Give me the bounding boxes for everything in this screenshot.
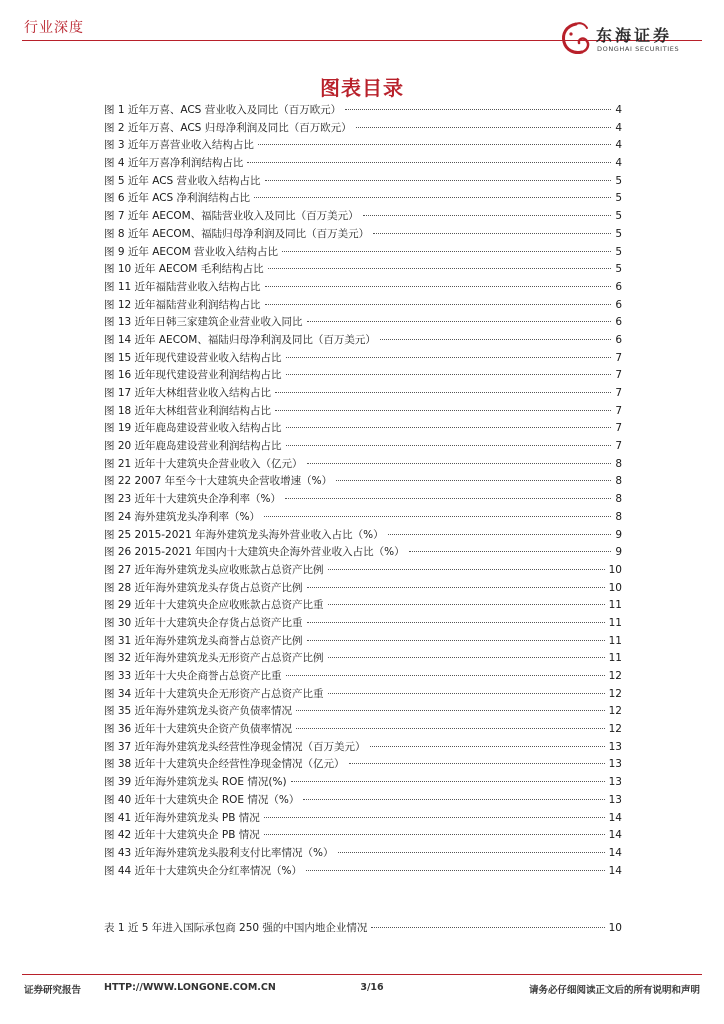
- toc-entry-page: 7: [615, 387, 622, 399]
- toc-entry-label: 图 30 近年十大建筑央企存货占总资产比重: [104, 616, 303, 629]
- toc-entry-label: 图 21 近年十大建筑央企营业收入（亿元）: [104, 457, 303, 470]
- toc-entry-label: 图 34 近年十大建筑央企无形资产占总资产比重: [104, 687, 324, 700]
- dot-leader: [275, 392, 611, 393]
- toc-figure-entry[interactable]: [104, 509, 622, 527]
- dot-leader: [307, 463, 612, 464]
- toc-entry-label: 图 20 近年鹿岛建设营业利润结构占比: [104, 440, 282, 453]
- toc-figure-entry[interactable]: [104, 863, 622, 881]
- toc-figure-entry[interactable]: [104, 580, 622, 598]
- dot-leader: [349, 763, 605, 764]
- dot-leader: [286, 427, 612, 428]
- toc-entry-page: 13: [608, 740, 622, 753]
- dot-leader: [264, 516, 611, 517]
- toc-entry-label: 图 17 近年大林组营业收入结构占比: [104, 387, 272, 399]
- dot-leader: [356, 127, 612, 128]
- toc-entry-label: 图 5 近年 ACS 营业收入结构占比: [104, 174, 261, 187]
- toc-figure-entry[interactable]: [104, 385, 622, 403]
- toc-figure-entry[interactable]: [104, 297, 622, 315]
- dot-leader: [282, 251, 611, 252]
- toc-figure-entry[interactable]: [104, 650, 622, 668]
- toc-entry-label: 图 24 海外建筑龙头净利率（%）: [104, 510, 261, 523]
- toc-entry-page: 8: [615, 475, 622, 488]
- toc-entry-page: 7: [615, 351, 622, 364]
- toc-entry-label: 图 6 近年 ACS 净利润结构占比: [104, 192, 251, 205]
- dot-leader: [265, 304, 612, 305]
- dot-leader: [291, 781, 605, 782]
- toc-entry-page: 11: [608, 599, 622, 612]
- toc-entry-label: 图 36 近年十大建筑央企资产负债率情况: [104, 723, 293, 736]
- toc-entry-page: 7: [615, 422, 622, 435]
- toc-entry-page: 8: [615, 510, 622, 523]
- toc-figure-entry[interactable]: [104, 314, 622, 332]
- footer-disclaimer: 请务必仔细阅读正文后的所有说明和声明: [528, 985, 700, 996]
- toc-entry-label: 图 35 近年海外建筑龙头资产负债率情况: [104, 705, 293, 718]
- toc-entry-page: 14: [608, 846, 622, 859]
- dot-leader: [254, 197, 611, 198]
- toc-figure-entry[interactable]: [104, 190, 622, 208]
- dot-leader: [307, 622, 605, 623]
- toc-entry-page: 10: [608, 581, 622, 594]
- toc-entry-label: 图 14 近年 AECOM、福陆归母净利润及同比（百万美元）: [104, 333, 376, 346]
- toc-figure-entry[interactable]: [104, 473, 622, 491]
- toc-entry-page: 8: [615, 493, 622, 506]
- dot-leader: [307, 640, 605, 641]
- toc-figure-entry[interactable]: [104, 686, 622, 704]
- toc-figure-entry[interactable]: [104, 137, 622, 155]
- toc-figure-entry[interactable]: [104, 827, 622, 845]
- toc-figure-entry[interactable]: [104, 491, 622, 509]
- figure-list: [104, 102, 622, 880]
- toc-entry-page: 14: [608, 829, 622, 842]
- toc-entry-label: 图 38 近年十大建筑央企经营性净现金情况（亿元）: [104, 758, 345, 771]
- toc-entry-page: 5: [615, 192, 622, 205]
- dot-leader: [363, 215, 612, 216]
- company-logo: [556, 20, 706, 60]
- toc-entry-page: 12: [608, 687, 622, 700]
- toc-figure-entry[interactable]: [104, 420, 622, 438]
- toc-entry-label: 图 16 近年现代建设营业利润结构占比: [104, 369, 282, 382]
- dot-leader: [328, 657, 605, 658]
- dot-leader: [338, 852, 605, 853]
- toc-entry-page: 12: [608, 705, 622, 718]
- toc-figure-entry[interactable]: [104, 597, 622, 615]
- dot-leader: [345, 109, 611, 110]
- toc-figure-entry[interactable]: [104, 102, 622, 120]
- toc-figure-entry[interactable]: [104, 527, 622, 545]
- toc-entry-label: 图 25 2015-2021 年海外建筑龙头海外营业收入占比（%）: [104, 528, 384, 541]
- footer-divider: [22, 974, 702, 975]
- toc-entry-page: 7: [615, 369, 622, 382]
- toc-entry-label: 图 32 近年海外建筑龙头无形资产占总资产比例: [104, 652, 324, 665]
- toc-entry-page: 11: [608, 652, 622, 665]
- dot-leader: [286, 445, 612, 446]
- toc-entry-page: 9: [615, 546, 622, 559]
- toc-figure-entry[interactable]: [104, 721, 622, 739]
- toc-entry-label: 图 3 近年万喜营业收入结构占比: [104, 139, 254, 152]
- toc-entry-label: 图 19 近年鹿岛建设营业收入结构占比: [104, 422, 282, 435]
- toc-entry-page: 4: [615, 157, 622, 170]
- toc-entry-label: 图 15 近年现代建设营业收入结构占比: [104, 351, 282, 364]
- toc-figure-entry[interactable]: [104, 173, 622, 191]
- toc-figure-entry[interactable]: [104, 668, 622, 686]
- toc-entry-label: 图 27 近年海外建筑龙头应收账款占总资产比例: [104, 563, 324, 576]
- toc-entry-label: 图 37 近年海外建筑龙头经营性净现金情况（百万美元）: [104, 740, 366, 753]
- logo-english-name: DONGHAI SECURITIES: [597, 45, 680, 53]
- toc-entry-label: 图 40 近年十大建筑央企 ROE 情况（%）: [104, 793, 300, 806]
- footer-report-type: 证券研究报告: [24, 985, 82, 996]
- toc-entry-label: 图 44 近年十大建筑央企分红率情况（%）: [104, 864, 303, 877]
- dot-leader: [268, 268, 612, 269]
- toc-entry-page: 6: [615, 280, 622, 293]
- toc-entry-label: 图 7 近年 AECOM、福陆营业收入及同比（百万美元）: [104, 210, 359, 223]
- toc-entry-label: 图 8 近年 AECOM、福陆归母净利润及同比（百万美元）: [104, 227, 370, 240]
- toc-figure-entry[interactable]: [104, 756, 622, 774]
- dot-leader: [388, 534, 612, 535]
- dot-leader: [286, 374, 612, 375]
- toc-entry-page: 7: [615, 440, 622, 453]
- toc-entry-page: 6: [615, 333, 622, 346]
- dragon-logo-icon: [556, 20, 596, 60]
- dot-leader: [336, 480, 611, 481]
- dot-leader: [258, 144, 611, 145]
- dot-leader: [285, 498, 611, 499]
- toc-figure-entry[interactable]: [104, 562, 622, 580]
- logo-chinese-name: 东海证券: [596, 26, 673, 45]
- toc-entry-page: 13: [608, 776, 622, 789]
- dot-leader: [409, 551, 612, 552]
- toc-figure-entry[interactable]: [104, 810, 622, 828]
- toc-entry-page: 5: [615, 245, 622, 258]
- toc-figure-entry[interactable]: [104, 367, 622, 385]
- toc-figure-entry[interactable]: [104, 792, 622, 810]
- toc-entry-label: 图 31 近年海外建筑龙头商誉占总资产比例: [104, 634, 303, 647]
- dot-leader: [265, 286, 612, 287]
- toc-figure-entry[interactable]: [104, 615, 622, 633]
- toc-entry-page: 5: [615, 210, 622, 223]
- document-type-label: 行业深度: [24, 20, 84, 36]
- toc-entry-page: 11: [608, 634, 622, 647]
- dot-leader: [247, 162, 611, 163]
- dot-leader: [296, 710, 605, 711]
- toc-entry-label: 图 23 近年十大建筑央企净利率（%）: [104, 493, 282, 506]
- toc-entry-page: 6: [615, 316, 622, 329]
- toc-figure-entry[interactable]: [104, 544, 622, 562]
- toc-entry-page: 5: [615, 263, 622, 276]
- dot-leader: [373, 233, 611, 234]
- toc-entry-page: 5: [615, 174, 622, 187]
- toc-entry-page: 14: [608, 811, 622, 824]
- toc-figure-entry[interactable]: [104, 845, 622, 863]
- toc-figure-entry[interactable]: [104, 244, 622, 262]
- table-list: [104, 920, 622, 938]
- toc-figure-entry[interactable]: [104, 208, 622, 226]
- dot-leader: [264, 834, 605, 835]
- toc-entry-page: 9: [615, 528, 622, 541]
- dot-leader: [264, 817, 605, 818]
- toc-entry-page: 6: [615, 298, 622, 311]
- dot-leader: [307, 587, 605, 588]
- toc-entry-label: 图 10 近年 AECOM 毛利结构占比: [104, 263, 264, 276]
- toc-entry-label: 图 41 近年海外建筑龙头 PB 情况: [104, 811, 260, 824]
- toc-entry-page: 8: [615, 457, 622, 470]
- toc-entry-label: 图 22 2007 年至今十大建筑央企营收增速（%）: [104, 475, 333, 488]
- toc-title: 图表目录: [320, 76, 404, 100]
- toc-entry-label: 图 2 近年万喜、ACS 归母净利润及同比（百万欧元）: [104, 121, 352, 134]
- toc-entry-label: 图 39 近年海外建筑龙头 ROE 情况(%): [104, 776, 287, 789]
- toc-entry-page: 7: [615, 404, 622, 417]
- toc-figure-entry[interactable]: [104, 155, 622, 173]
- dot-leader: [296, 728, 605, 729]
- toc-entry-label: 图 18 近年大林组营业利润结构占比: [104, 404, 272, 417]
- toc-entry-label: 图 9 近年 AECOM 营业收入结构占比: [104, 245, 279, 258]
- toc-entry-page: 13: [608, 793, 622, 806]
- toc-figure-entry[interactable]: [104, 774, 622, 792]
- toc-entry-label: 图 12 近年福陆营业利润结构占比: [104, 298, 261, 311]
- toc-entry-page: 10: [608, 922, 622, 934]
- toc-figure-entry[interactable]: [104, 226, 622, 244]
- dot-leader: [307, 321, 612, 322]
- dot-leader: [380, 339, 611, 340]
- toc-figure-entry[interactable]: [104, 703, 622, 721]
- toc-entry-label: 图 11 近年福陆营业收入结构占比: [104, 280, 261, 293]
- dot-leader: [286, 675, 605, 676]
- toc-figure-entry[interactable]: [104, 456, 622, 474]
- footer-url-link[interactable]: HTTP://WWW.LONGONE.COM.CN: [104, 982, 276, 993]
- toc-figure-entry[interactable]: [104, 279, 622, 297]
- toc-figure-entry[interactable]: [104, 332, 622, 350]
- toc-figure-entry[interactable]: [104, 261, 622, 279]
- toc-entry-page: 4: [615, 104, 622, 116]
- toc-entry-label: 图 43 近年海外建筑龙头股利支付比率情况（%）: [104, 846, 334, 859]
- dot-leader: [328, 604, 605, 605]
- toc-entry-label: 图 4 近年万喜净利润结构占比: [104, 157, 244, 170]
- toc-figure-entry[interactable]: [104, 350, 622, 368]
- dot-leader: [306, 870, 605, 871]
- toc-entry-label: 图 42 近年十大建筑央企 PB 情况: [104, 829, 260, 842]
- toc-entry-page: 12: [608, 670, 622, 682]
- dot-leader: [275, 410, 611, 411]
- toc-table-entry[interactable]: [104, 920, 622, 938]
- dot-leader: [328, 693, 605, 694]
- dot-leader: [328, 569, 605, 570]
- toc-entry-label: 图 29 近年十大建筑央企应收账款占总资产比重: [104, 599, 324, 612]
- toc-figure-entry[interactable]: [104, 438, 622, 456]
- page-header: [0, 0, 724, 60]
- dot-leader: [371, 927, 604, 928]
- toc-entry-label: 图 28 近年海外建筑龙头存货占总资产比例: [104, 581, 303, 594]
- dot-leader: [286, 357, 612, 358]
- toc-entry-label: 图 13 近年日韩三家建筑企业营业收入同比: [104, 316, 303, 329]
- toc-entry-page: 13: [608, 758, 622, 771]
- toc-entry-page: 10: [608, 563, 622, 576]
- toc-entry-label: 图 33 近年十大央企商誉占总资产比重: [104, 670, 282, 682]
- toc-entry-page: 4: [615, 139, 622, 152]
- footer-page-number: 3/16: [360, 982, 384, 993]
- dot-leader: [265, 180, 612, 181]
- toc-entry-label: 图 1 近年万喜、ACS 营业收入及同比（百万欧元）: [104, 104, 342, 116]
- toc-entry-page: 4: [615, 121, 622, 134]
- toc-figure-entry[interactable]: [104, 403, 622, 421]
- toc-entry-page: 12: [608, 723, 622, 736]
- dot-leader: [370, 746, 605, 747]
- toc-figure-entry[interactable]: [104, 120, 622, 138]
- dot-leader: [303, 799, 604, 800]
- toc-entry-page: 14: [608, 864, 622, 877]
- toc-figure-entry[interactable]: [104, 633, 622, 651]
- toc-figure-entry[interactable]: [104, 739, 622, 757]
- toc-entry-label: 表 1 近 5 年进入国际承包商 250 强的中国内地企业情况: [104, 922, 368, 934]
- toc-entry-page: 5: [615, 227, 622, 240]
- toc-entry-page: 11: [608, 616, 622, 629]
- toc-entry-label: 图 26 2015-2021 年国内十大建筑央企海外营业收入占比（%）: [104, 546, 405, 559]
